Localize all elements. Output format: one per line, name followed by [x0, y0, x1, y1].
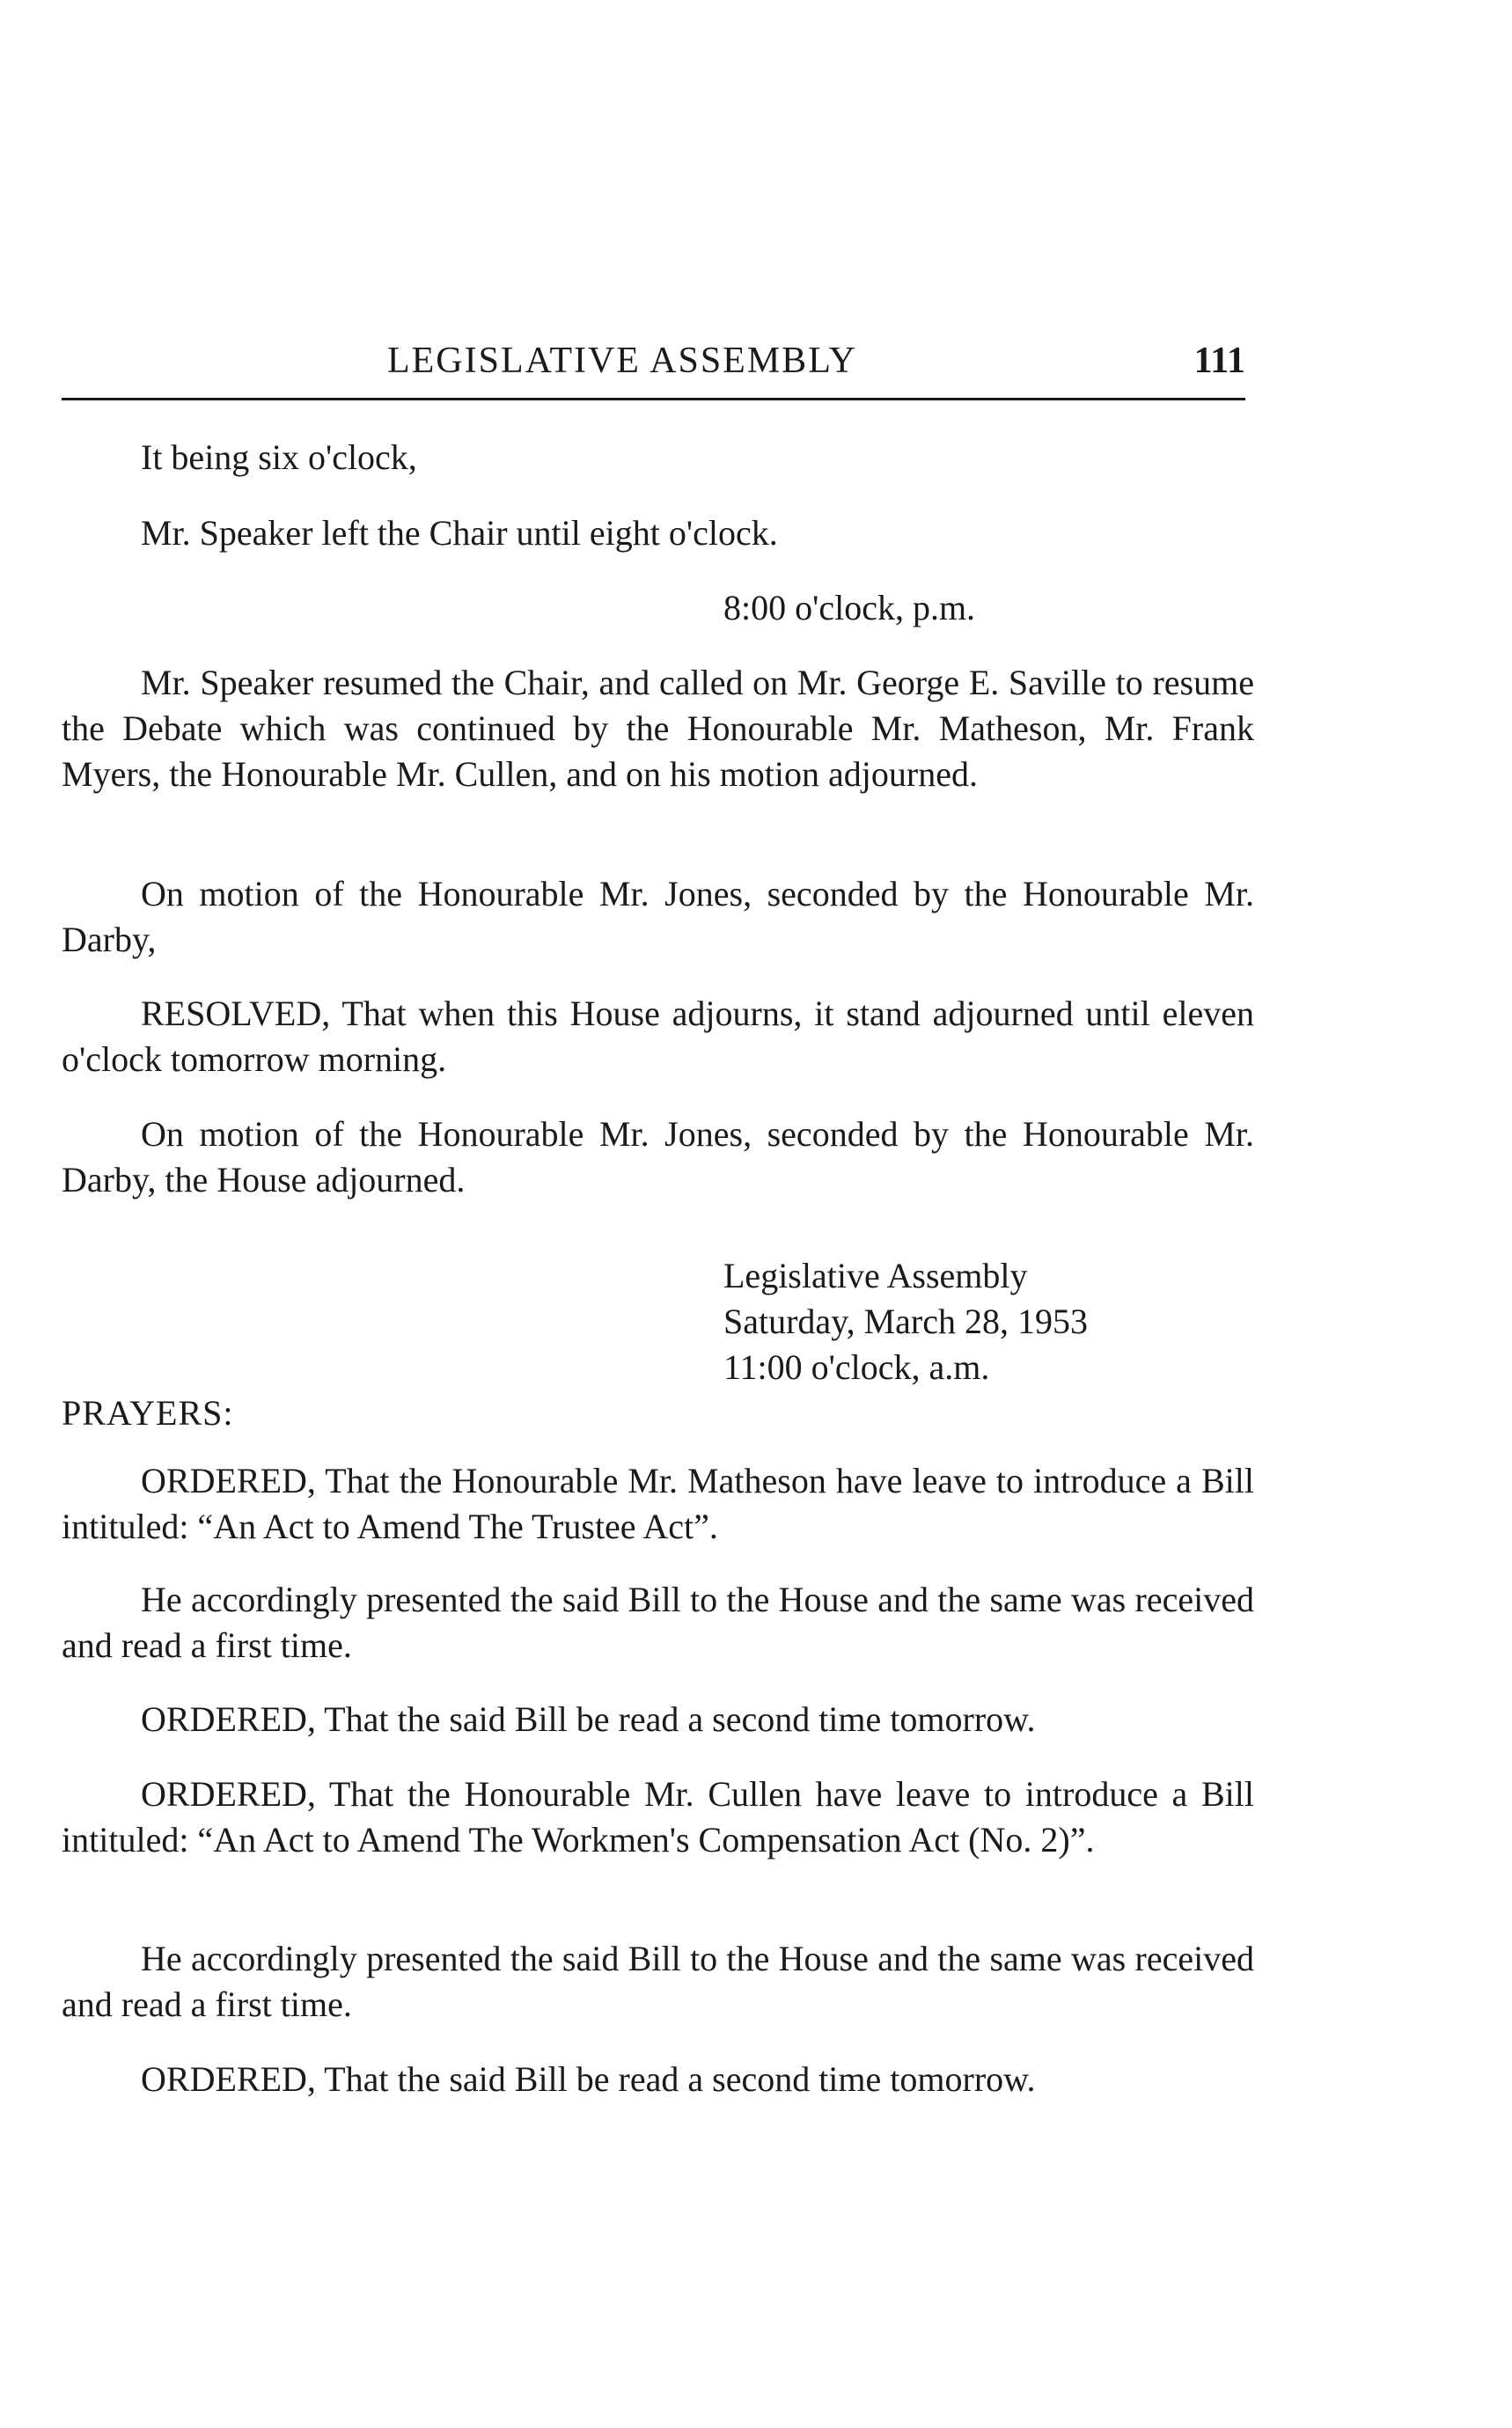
paragraph-six-oclock: It being six o'clock,	[141, 437, 417, 477]
session-date: Saturday, March 28, 1953	[723, 1302, 1088, 1341]
paragraph-speaker-left: Mr. Speaker left the Chair until eight o'clock.	[141, 513, 778, 553]
header-rule	[62, 398, 1245, 400]
page-header	[62, 333, 1245, 385]
paragraph-presented-2: He accordingly presented the said Bill to the House and the same was received and read a first time.	[62, 1939, 1254, 2024]
page-number: 111	[1193, 341, 1245, 381]
paragraph-ordered-matheson: ORDERED, That the Honourable Mr. Matheson have leave to introduce a Bill intituled: “An Act to Amend The Trustee Act”.	[62, 1461, 1254, 1546]
paragraph-second-reading-2: ORDERED, That the said Bill be read a second time tomorrow.	[141, 2059, 1036, 2099]
session-body: Legislative Assembly	[723, 1256, 1028, 1295]
paragraph-resolved: RESOLVED, That when this House adjourns, it stand adjourned until eleven o'clock tomorrow morning.	[62, 994, 1254, 1079]
paragraph-ordered-cullen: ORDERED, That the Honourable Mr. Cullen have leave to introduce a Bill intituled: “An Act to Amend The Workmen's Compensation Act (No. 2)”.	[62, 1774, 1254, 1860]
paragraph-motion-jones-1: On motion of the Honourable Mr. Jones, seconded by the Honourable Mr. Darby,	[62, 874, 1254, 959]
paragraph-speaker-resumed: Mr. Speaker resumed the Chair, and called on Mr. George E. Saville to resume the Debate which was continued by the Honourable Mr. Matheson, Mr. Frank Myers, the Honourable Mr. Cullen, and on his motion adjourned.	[62, 663, 1254, 794]
prayers-heading: PRAYERS:	[62, 1393, 234, 1433]
running-title: LEGISLATIVE ASSEMBLY	[387, 341, 857, 381]
paragraph-presented-1: He accordingly presented the said Bill to the House and the same was received and read a first time.	[62, 1580, 1254, 1665]
paragraph-motion-jones-2: On motion of the Honourable Mr. Jones, seconded by the Honourable Mr. Darby, the House adjourned.	[62, 1114, 1254, 1199]
paragraph-second-reading-1: ORDERED, That the said Bill be read a second time tomorrow.	[141, 1699, 1036, 1739]
session-time: 11:00 o'clock, a.m.	[723, 1347, 990, 1387]
session-heading	[723, 1253, 1088, 1390]
evening-time: 8:00 o'clock, p.m.	[723, 588, 976, 627]
